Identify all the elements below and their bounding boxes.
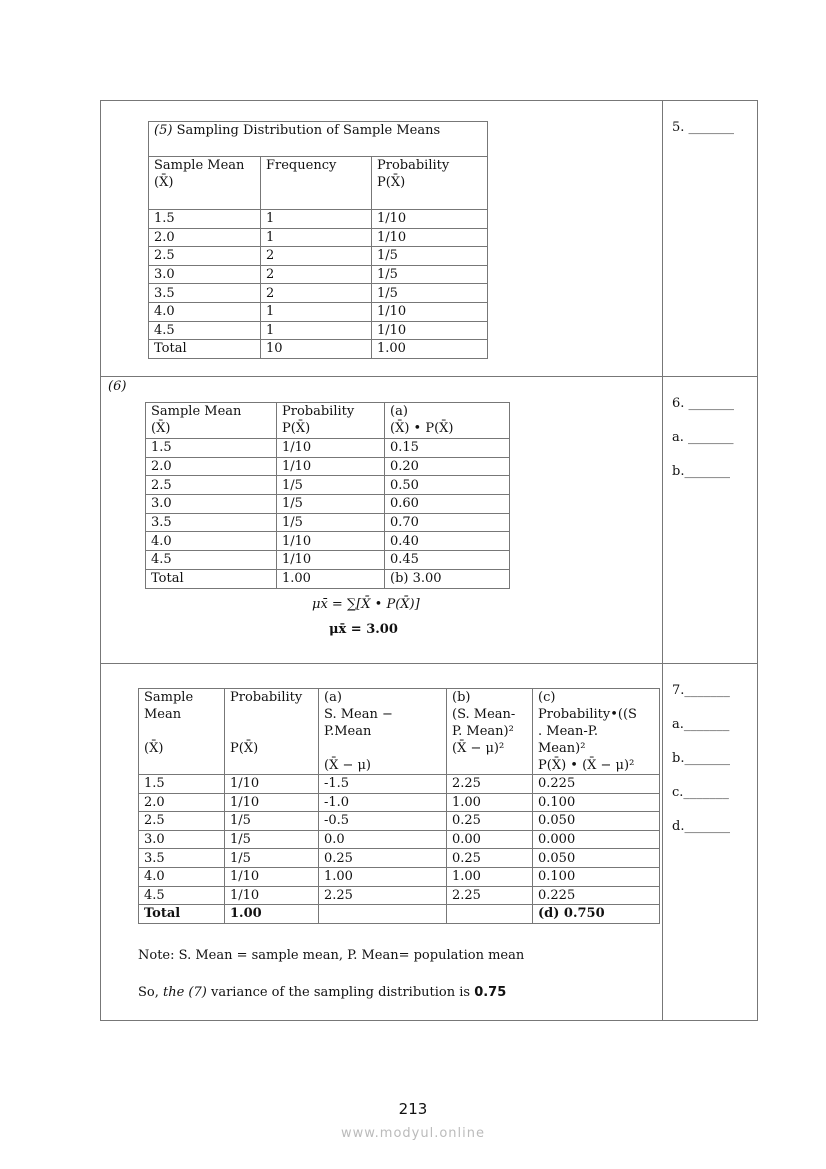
conclusion-text: variance of the sampling distribution is	[206, 985, 475, 1000]
answer-blank[interactable]: a._______	[672, 717, 730, 732]
table-cell: Probability P(X̄)	[277, 403, 385, 439]
table-cell	[319, 905, 447, 924]
table-cell: 1/10	[225, 867, 319, 886]
table-cell: 2	[261, 247, 372, 266]
table-cell: 0.100	[533, 793, 660, 812]
table-cell: 0.45	[385, 551, 510, 570]
title-row	[149, 122, 488, 157]
title-number: (5)	[154, 123, 173, 138]
mean-formula: μx̄ = ∑[X̄ • P(X̄)]	[312, 597, 420, 612]
table-row	[149, 340, 488, 359]
table-row	[146, 532, 510, 551]
conclusion-pre: So,	[138, 985, 163, 1000]
table-cell: 3.5	[139, 849, 225, 868]
table-row	[149, 210, 488, 229]
table-row	[146, 457, 510, 476]
page-number: 213	[398, 1100, 428, 1118]
mean-table	[145, 402, 510, 589]
table-cell: 1/10	[372, 210, 488, 229]
answer-blank[interactable]: d._______	[672, 819, 730, 834]
table-cell: 2	[261, 265, 372, 284]
table-row	[146, 495, 510, 514]
table-cell: 1/5	[372, 265, 488, 284]
table-cell: (d) 0.750	[533, 905, 660, 924]
table-cell: 2.0	[146, 457, 277, 476]
table-cell: Total	[146, 569, 277, 588]
table-cell: -0.5	[319, 812, 447, 831]
row-divider	[100, 663, 757, 664]
table-cell: 2.25	[319, 886, 447, 905]
column-divider	[662, 100, 663, 1020]
table-cell: Frequency	[261, 157, 372, 210]
table-cell: 1	[261, 210, 372, 229]
table-row	[139, 812, 660, 831]
table-cell: 3.0	[149, 265, 261, 284]
sampling-distribution-table	[148, 121, 488, 359]
table-cell: 0.60	[385, 495, 510, 514]
table-cell: 4.0	[149, 302, 261, 321]
table-cell: 0.00	[447, 830, 533, 849]
table-cell: 1/5	[225, 849, 319, 868]
table-cell: 1.5	[139, 775, 225, 794]
table-cell: 2.5	[139, 812, 225, 831]
table-cell: (b) 3.00	[385, 569, 510, 588]
table-cell: 1/10	[277, 439, 385, 458]
table-cell: 2.0	[139, 793, 225, 812]
conclusion-value: 0.75	[474, 985, 507, 1000]
table-cell: 10	[261, 340, 372, 359]
table-cell: 1/5	[277, 476, 385, 495]
answer-blank[interactable]: 5. _______	[672, 120, 735, 135]
table-row	[149, 228, 488, 247]
table-row	[139, 775, 660, 794]
table-cell: 1.00	[372, 340, 488, 359]
table-cell: 3.5	[149, 284, 261, 303]
table-cell: 0.70	[385, 513, 510, 532]
table-cell: 0.25	[447, 812, 533, 831]
table-row	[146, 513, 510, 532]
table-cell: 3.0	[146, 495, 277, 514]
table-cell: 1/5	[372, 247, 488, 266]
table-cell: Sample Mean (X̄)	[139, 689, 225, 775]
table-row	[149, 247, 488, 266]
table-row	[146, 551, 510, 570]
table-cell: 1/10	[277, 551, 385, 570]
table-row	[149, 321, 488, 340]
table-cell: Sample Mean (X̄)	[146, 403, 277, 439]
answer-blank[interactable]: 6. _______	[672, 396, 735, 411]
table-cell: Sample Mean (X̄)	[149, 157, 261, 210]
table-row	[139, 905, 660, 924]
table-cell: 2.5	[146, 476, 277, 495]
table-cell: 3.5	[146, 513, 277, 532]
table-row	[139, 793, 660, 812]
table-cell: 1/10	[372, 302, 488, 321]
table-cell: 1/10	[225, 886, 319, 905]
table-cell: 0.225	[533, 886, 660, 905]
table-row	[139, 886, 660, 905]
table-cell: 4.5	[149, 321, 261, 340]
table-cell: 1/5	[277, 513, 385, 532]
answer-blank[interactable]: a. _______	[672, 430, 734, 445]
table-cell: 1/10	[277, 457, 385, 476]
table-cell: -1.5	[319, 775, 447, 794]
table-cell: 0.050	[533, 812, 660, 831]
table-cell: 2.5	[149, 247, 261, 266]
answer-blank[interactable]: b._______	[672, 751, 730, 766]
mean-result: μx̄ = 3.00	[329, 622, 398, 637]
title-text: Sampling Distribution of Sample Means	[176, 123, 441, 138]
table-cell: 0.20	[385, 457, 510, 476]
table-cell: 1/10	[277, 532, 385, 551]
table-row	[146, 439, 510, 458]
table-cell: 1/10	[372, 228, 488, 247]
answer-blank[interactable]: 7._______	[672, 683, 730, 698]
table-title	[149, 122, 488, 157]
table-row	[139, 849, 660, 868]
table-cell	[447, 905, 533, 924]
header-row	[149, 157, 488, 210]
table-row	[146, 476, 510, 495]
row-divider	[100, 376, 757, 377]
table-cell: 1.00	[319, 867, 447, 886]
table-cell: 1.00	[225, 905, 319, 924]
table-cell: 4.5	[139, 886, 225, 905]
table-cell: 1/5	[225, 812, 319, 831]
table-cell: 0.100	[533, 867, 660, 886]
table-cell: 1/10	[372, 321, 488, 340]
table-cell: (a) (X̄) • P(X̄)	[385, 403, 510, 439]
table-cell: (b) (S. Mean- P. Mean)² (X̄ − μ)²	[447, 689, 533, 775]
table-cell: -1.0	[319, 793, 447, 812]
header-row	[139, 689, 660, 775]
watermark: www.modyul.online	[340, 1126, 486, 1141]
table-cell: 1	[261, 302, 372, 321]
table-cell: 0.0	[319, 830, 447, 849]
table-cell: 2.25	[447, 775, 533, 794]
table-cell: (a) S. Mean − P.Mean (X̄ − μ)	[319, 689, 447, 775]
table-cell: 1	[261, 321, 372, 340]
table-cell: 1/5	[225, 830, 319, 849]
table-cell: 0.000	[533, 830, 660, 849]
table-cell: 0.50	[385, 476, 510, 495]
table-row	[139, 867, 660, 886]
table-cell: 0.25	[319, 849, 447, 868]
table-cell: 4.0	[139, 867, 225, 886]
table-cell: 1	[261, 228, 372, 247]
conclusion-item: the (7)	[163, 985, 207, 1000]
note: Note: S. Mean = sample mean, P. Mean= population mean	[138, 948, 525, 963]
table-cell: Total	[149, 340, 261, 359]
conclusion	[138, 985, 506, 1000]
table-cell: 0.15	[385, 439, 510, 458]
answer-blank[interactable]: b._______	[672, 464, 730, 479]
table-cell: 1/10	[225, 793, 319, 812]
table-cell: 1.00	[277, 569, 385, 588]
table-cell: 1.00	[447, 793, 533, 812]
answer-blank[interactable]: c._______	[672, 785, 729, 800]
table-cell: Probability P(X̄)	[372, 157, 488, 210]
table-cell: 2	[261, 284, 372, 303]
table-row	[146, 569, 510, 588]
table-row	[139, 830, 660, 849]
table-row	[149, 302, 488, 321]
section-6-label: (6)	[108, 379, 127, 394]
table-row	[149, 284, 488, 303]
table-cell: 2.0	[149, 228, 261, 247]
table-cell: Total	[139, 905, 225, 924]
table-cell: (c) Probability•((S . Mean-P. Mean)² P(X̄) • (X̄ − μ)²	[533, 689, 660, 775]
table-cell: 2.25	[447, 886, 533, 905]
header-row	[146, 403, 510, 439]
table-cell: 1.5	[149, 210, 261, 229]
table-cell: 1/5	[277, 495, 385, 514]
table-cell: 0.225	[533, 775, 660, 794]
table-cell: 1/10	[225, 775, 319, 794]
table-cell: 3.0	[139, 830, 225, 849]
table-cell: 1.5	[146, 439, 277, 458]
variance-table	[138, 688, 660, 924]
table-cell: Probability P(X̄)	[225, 689, 319, 775]
table-cell: 4.5	[146, 551, 277, 570]
table-cell: 0.40	[385, 532, 510, 551]
table-cell: 0.050	[533, 849, 660, 868]
table-cell: 0.25	[447, 849, 533, 868]
table-cell: 1/5	[372, 284, 488, 303]
table-cell: 1.00	[447, 867, 533, 886]
table-cell: 4.0	[146, 532, 277, 551]
table-row	[149, 265, 488, 284]
